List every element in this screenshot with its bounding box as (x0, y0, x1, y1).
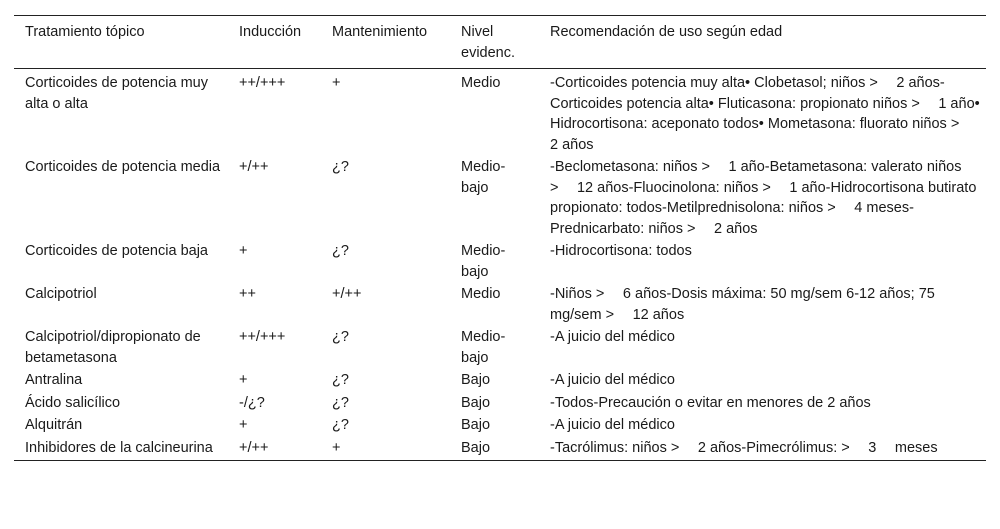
cell-evidence: Bajo (461, 372, 491, 388)
header-recommendation: Recomendación de uso según edad (550, 24, 783, 40)
cell-induction: ++ (239, 286, 256, 302)
cell-induction: +/++ (239, 439, 269, 456)
cell-maintenance: +/++ (332, 286, 362, 302)
table-header (14, 16, 986, 69)
cell-induction: + (239, 417, 248, 433)
cell-recommendation: -A juicio del médico (550, 417, 675, 433)
cell-treatment: Antralina (25, 372, 83, 388)
cell-induction: +/++ (239, 159, 269, 175)
cell-induction: ++/+++ (239, 75, 286, 91)
cell-maintenance: ¿? (332, 417, 349, 433)
table-row (14, 438, 986, 461)
header-row (14, 16, 986, 69)
cell-evidence: Medio (461, 75, 501, 91)
cell-recommendation: -Todos-Precaución o evitar en menores de 2 años (550, 394, 871, 411)
cell-maintenance: + (332, 75, 341, 91)
cell-recommendation: -A juicio del médico (550, 329, 675, 345)
cell-treatment: Alquitrán (25, 417, 83, 433)
cell-maintenance: ¿? (332, 394, 349, 411)
cell-recommendation: -Niños > 6 años-Dosis máxima: 50 mg/sem 6-12 años; 75 mg/sem > 12 años (550, 286, 935, 323)
cell-maintenance: ¿? (332, 329, 349, 345)
cell-maintenance: ¿? (332, 372, 349, 388)
cell-evidence: Bajo (461, 394, 491, 411)
cell-treatment: Corticoides de potencia media (25, 159, 221, 175)
cell-evidence: Medio-bajo (461, 243, 506, 280)
cell-recommendation: -Beclometasona: niños > 1 año-Betametasona: valerato niños > 12 años-Fluocinolona: niños > 1 año-Hidrocortisona butirato propionato: todos-Metilprednisolona: niños > 4 meses-Prednicarbato: niños > 2 años (550, 159, 977, 237)
cell-recommendation: -Hidrocortisona: todos (550, 243, 692, 259)
table-row (14, 415, 986, 438)
topical-treatment-table (14, 15, 986, 461)
cell-treatment: Calcipotriol/dipropionato de betametasona (25, 329, 201, 366)
cell-treatment: Corticoides de potencia muy alta o alta (25, 75, 208, 112)
table-body (14, 69, 986, 461)
table-row (14, 393, 986, 416)
cell-treatment: Corticoides de potencia baja (25, 243, 208, 259)
cell-treatment: Inhibidores de la calcineurina (25, 439, 213, 456)
header-evidence: Nivel evidenc. (461, 24, 516, 61)
cell-evidence: Bajo (461, 439, 491, 456)
table-row (14, 241, 986, 284)
cell-induction: + (239, 243, 248, 259)
cell-evidence: Medio-bajo (461, 159, 506, 196)
header-maintenance: Mantenimiento (332, 24, 428, 40)
header-induction: Inducción (239, 24, 302, 40)
cell-recommendation: -Tacrólimus: niños > 2 años-Pimecrólimus: > 3 meses (550, 439, 938, 456)
cell-evidence: Medio-bajo (461, 329, 506, 366)
cell-recommendation: -Corticoides potencia muy alta• Clobetasol; niños > 2 años-Corticoides potencia alta• Fluticasona: propionato niños > 1 año• Hidrocortisona: aceponato todos• Mometasona: fluorato niños > 2 años (550, 75, 980, 153)
table-row (14, 327, 986, 370)
table-row (14, 69, 986, 158)
cell-maintenance: ¿? (332, 159, 349, 175)
cell-induction: + (239, 372, 248, 388)
header-treatment: Tratamiento tópico (25, 24, 145, 40)
table-row (14, 157, 986, 241)
table-row (14, 284, 986, 327)
table-row (14, 370, 986, 393)
cell-induction: -/¿? (239, 394, 265, 411)
cell-evidence: Medio (461, 286, 501, 302)
cell-treatment: Calcipotriol (25, 286, 97, 302)
cell-evidence: Bajo (461, 417, 491, 433)
cell-maintenance: ¿? (332, 243, 349, 259)
cell-recommendation: -A juicio del médico (550, 372, 675, 388)
cell-maintenance: + (332, 439, 341, 456)
cell-induction: ++/+++ (239, 329, 286, 345)
cell-treatment: Ácido salicílico (25, 394, 121, 411)
treatment-table-container (14, 15, 986, 461)
